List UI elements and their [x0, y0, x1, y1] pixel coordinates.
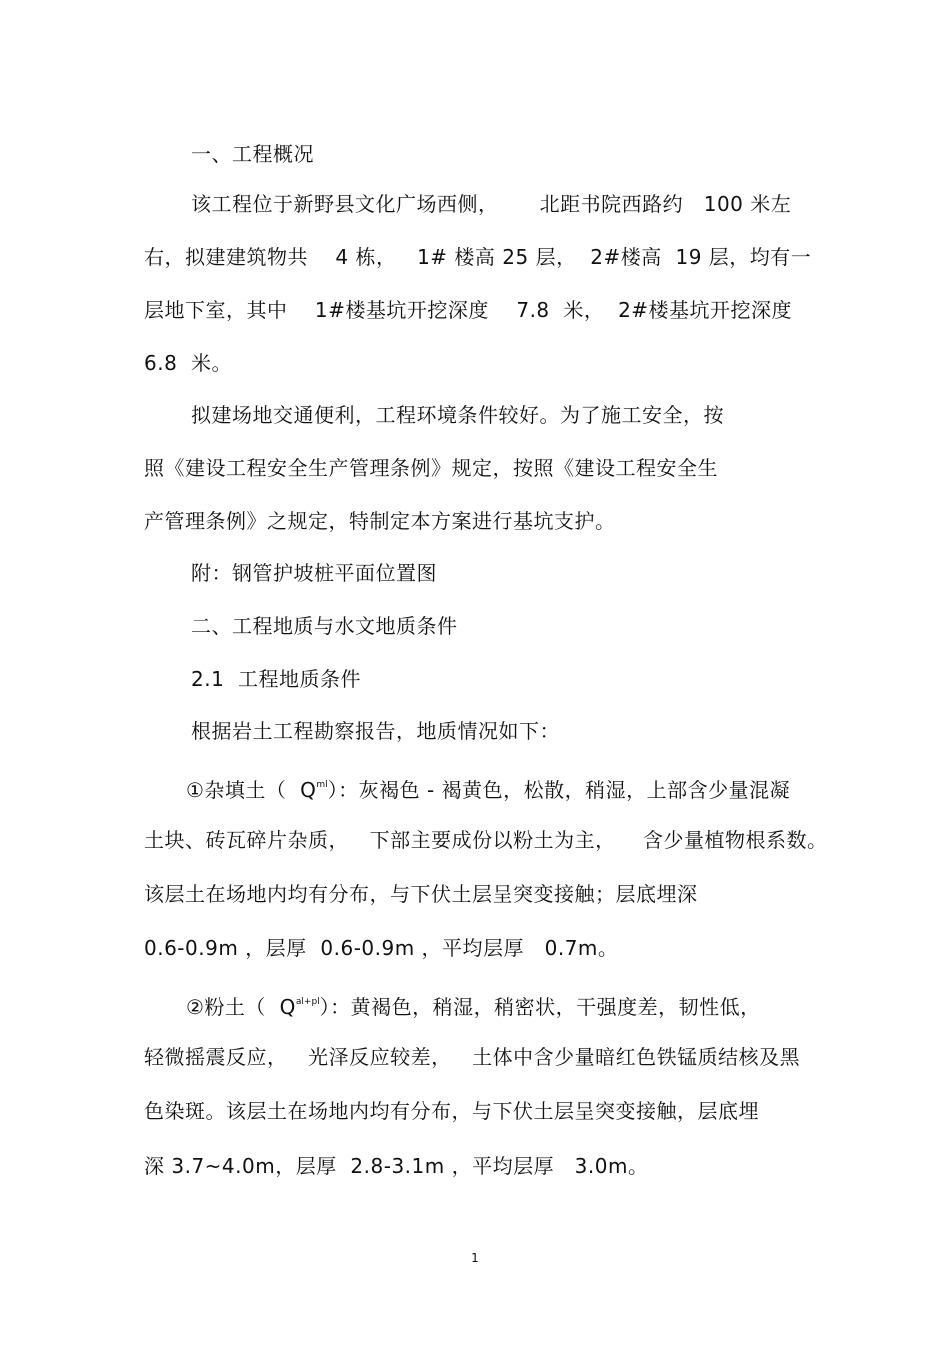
paragraph-line: 该层土在场地内均有分布，与下伏土层呈突变接触；层底埋深 [144, 882, 698, 906]
paragraph-line: 深 3.7~4.0m，层厚 2.8-3.1m ，平均层厚 3.0m。 [144, 1154, 649, 1178]
paragraph-line: 右，拟建建筑物共 4 栋， 1# 楼高 25 层， 2#楼高 19 层，均有一 [144, 245, 812, 269]
soil-layer-1-line [186, 771, 790, 804]
paragraph-line: 拟建场地交通便利，工程环境条件较好。为了施工安全，按 [191, 403, 724, 427]
attachment-note: 附：钢管护坡桩平面位置图 [191, 561, 437, 585]
paragraph-line: 土块、砖瓦碎片杂质， 下部主要成份以粉土为主， 含少量植物根系数。 [144, 828, 828, 852]
paragraph-line: 该工程位于新野县文化广场西侧， 北距书院西路约 100 米左 [191, 192, 792, 216]
section-heading: 二、工程地质与水文地质条件 [191, 614, 458, 638]
paragraph-line: 0.6-0.9m ，层厚 0.6-0.9m ，平均层厚 0.7m。 [144, 936, 619, 960]
paragraph-line: 轻微摇震反应， 光泽反应较差， 土体中含少量暗红色铁锰质结核及黑 [144, 1045, 801, 1069]
soil-layer-1-superscript: ml [316, 780, 328, 790]
soil-layer-1-prefix: ①杂填土（ Q [186, 778, 317, 802]
page-number: 1 [471, 1251, 479, 1265]
section-heading: 一、工程概况 [191, 142, 314, 166]
subsection-heading: 2.1 工程地质条件 [191, 667, 362, 691]
paragraph-line: 色染斑。该层土在场地内均有分布，与下伏土层呈突变接触，层底埋 [144, 1099, 759, 1123]
paragraph-line: 根据岩土工程勘察报告，地质情况如下： [191, 719, 560, 743]
soil-layer-2-line [186, 988, 761, 1021]
soil-layer-2-superscript: al+pl [295, 997, 320, 1007]
paragraph-line: 层地下室，其中 1#楼基坑开挖深度 7.8 米， 2#楼基坑开挖深度 [144, 298, 793, 322]
paragraph-line: 6.8 米。 [144, 351, 233, 375]
soil-layer-2-prefix: ②粉土（ Q [186, 995, 296, 1019]
soil-layer-1-suffix: ）：灰褐色 - 褐黄色，松散，稍湿，上部含少量混凝 [327, 778, 791, 802]
paragraph-line: 照《建设工程安全生产管理条例》规定，按照《建设工程安全生 [144, 456, 718, 480]
soil-layer-2-suffix: ）：黄褐色，稍湿，稍密状，干强度差，韧性低， [319, 995, 761, 1019]
paragraph-line: 产管理条例》之规定，特制定本方案进行基坑支护。 [144, 509, 616, 533]
